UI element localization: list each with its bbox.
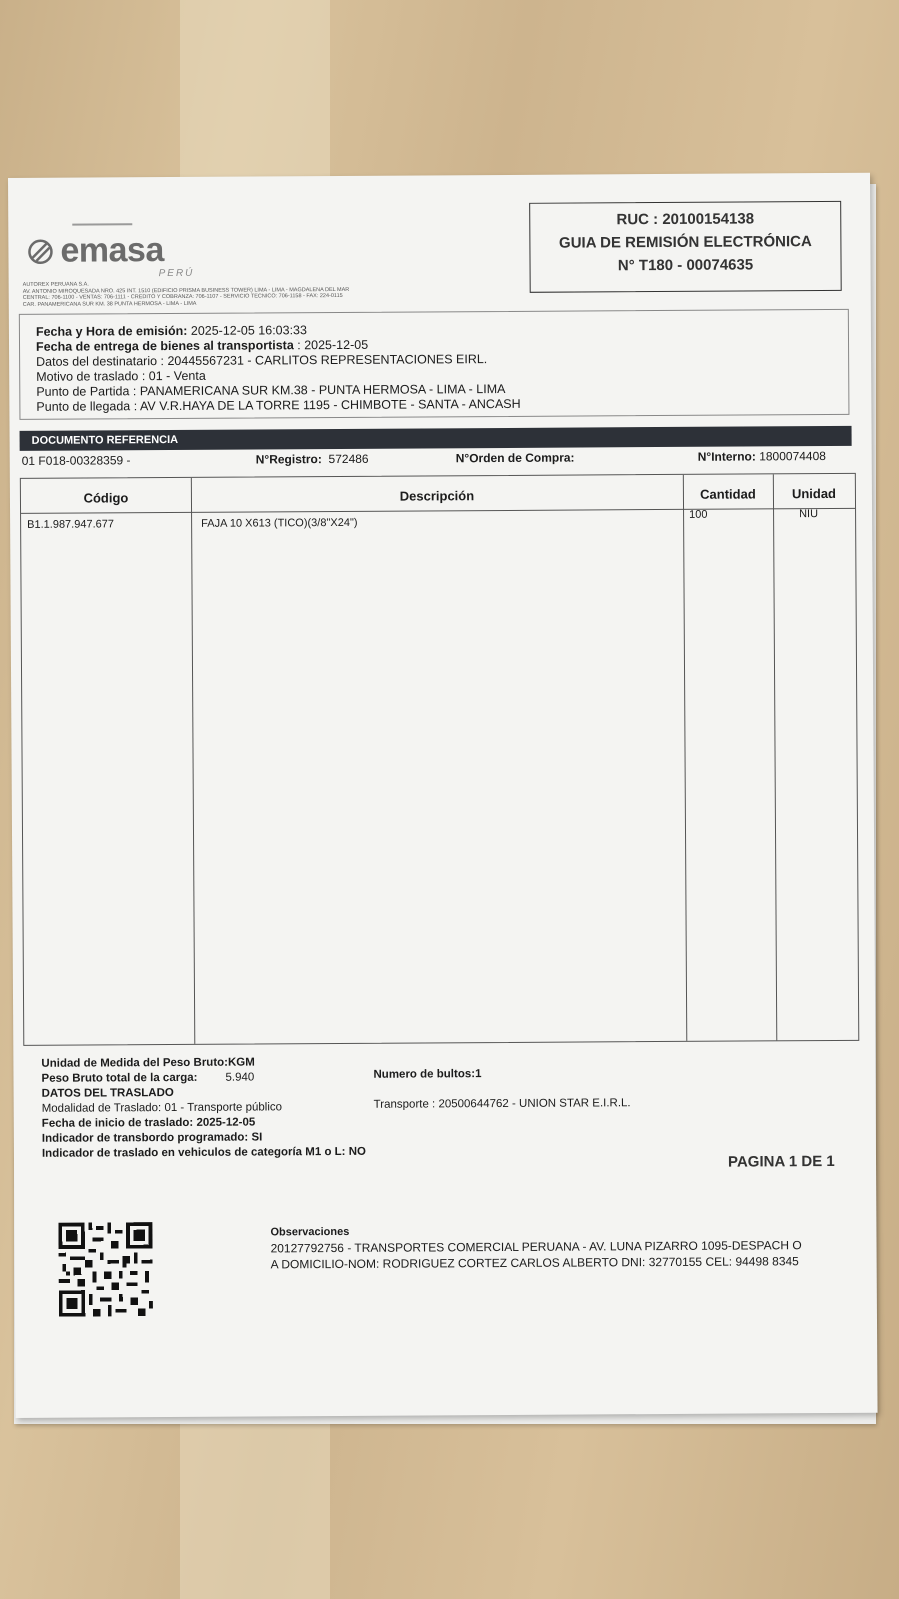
transporte: Transporte : 20500644762 - UNION STAR E.I.R.L. [373, 1097, 631, 1111]
shipment-info-box [19, 309, 850, 420]
cell-unidad: NIU [799, 508, 819, 521]
page-indicator: PAGINA 1 DE 1 [727, 1152, 835, 1171]
ruc-box [529, 201, 842, 293]
interno-field: N°Interno: 1800074408 [697, 449, 826, 464]
indicador-transbordo: Indicador de transbordo programado: SI [41, 1131, 263, 1145]
observaciones-text: 20127792756 - TRANSPORTES COMERCIAL PERUANA - AV. LUNA PIZARRO 1095-DESPACH O A DOMICILIO-NOM: RODRIGUEZ CORTEZ CARLOS ALBERTO DNI: 32770155 CEL: 94498 8345 [270, 1238, 802, 1272]
logo-accent-line [72, 223, 132, 225]
company-address [23, 279, 483, 308]
items-table [20, 473, 859, 1046]
tape-strip-left [180, 0, 330, 180]
address-line: CAR. PANAMERICANA SUR KM. 38 PUNTA HERMOSA - LIMA - LIMA [22, 300, 197, 308]
column-header-descripcion: Descripción [399, 488, 475, 504]
destinatario-row: Datos del destinatario : 20445567231 - CARLITOS REPRESENTACIONES EIRL. [36, 352, 488, 369]
guia-remision-document [8, 173, 878, 1418]
ruc-number: RUC : 20100154138 [616, 210, 755, 229]
emision-row: Fecha y Hora de emisión: 2025-12-05 16:03:33 [35, 323, 307, 339]
entrega-row: Fecha de entrega de bienes al transportista : 2025-12-05 [35, 337, 369, 354]
column-header-codigo: Código [83, 490, 129, 506]
peso-bruto-value: 5.940 [225, 1071, 255, 1084]
reference-document: 01 F018-00328359 - [21, 453, 131, 468]
column-header-cantidad: Cantidad [700, 486, 756, 502]
column-divider [773, 474, 777, 1040]
column-divider [191, 478, 195, 1044]
address-line: AUTOREX PERUANA S.A. [22, 281, 89, 288]
table-header-divider [21, 508, 855, 514]
column-header-unidad: Unidad [791, 485, 837, 502]
datos-traslado-title: DATOS DEL TRASLADO [41, 1087, 174, 1100]
tape-strip-bottom [180, 1420, 330, 1599]
cell-descripcion: FAJA 10 X613 (TICO)(3/8"X24") [201, 516, 358, 530]
logo-subtitle: PERÚ [158, 267, 195, 280]
peso-bruto-label: Peso Bruto total de la carga: [41, 1071, 198, 1085]
numero-bultos: Numero de bultos:1 [373, 1068, 482, 1081]
cell-cantidad: 100 [689, 508, 708, 521]
column-divider [683, 475, 687, 1041]
cell-codigo: B1.1.987.947.677 [27, 518, 115, 531]
observaciones-title: Observaciones [270, 1225, 350, 1239]
document-number: N° T180 - 00074635 [617, 256, 754, 275]
document-type: GUIA DE REMISIÓN ELECTRÓNICA [558, 233, 812, 252]
qr-code-icon [58, 1222, 153, 1317]
llegada-row: Punto de llegada : AV V.R.HAYA DE LA TORRE 1195 - CHIMBOTE - SANTA - ANCASH [36, 396, 521, 414]
indicador-categoria: Indicador de traslado en vehiculos de categoría M1 o L: NO [41, 1145, 366, 1160]
address-line: CENTRAL: 706-1100 - VENTAS: 706-1111 - CREDITO Y COBRANZA: 706-1107 - SERVICIO TECNICO: 706-1158 - FAX: 224-0115 [22, 292, 343, 301]
address-line: AV. ANTONIO MIROQUESADA NRO. 425 INT. 1510 (EDIFICIO PRISMA BUSINESS TOWER) LIMA - LIMA - MAGDALENA DEL MAR [22, 286, 350, 295]
motivo-row: Motivo de traslado : 01 - Venta [36, 368, 206, 384]
unidad-peso: Unidad de Medida del Peso Bruto:KGM [41, 1056, 255, 1070]
fecha-inicio-traslado: Fecha de inicio de traslado: 2025-12-05 [41, 1116, 256, 1130]
modalidad-traslado: Modalidad de Traslado: 01 - Transporte público [41, 1101, 283, 1115]
documento-referencia-bar: DOCUMENTO REFERENCIA [20, 426, 852, 451]
registro-field: N°Registro: 572486 [255, 451, 369, 467]
logo-text: emasa [60, 231, 164, 270]
orden-compra-label: N°Orden de Compra: [455, 450, 575, 466]
partida-row: Punto de Partida : PANAMERICANA SUR KM.38 - PUNTA HERMOSA - LIMA - LIMA [36, 381, 506, 399]
emasa-logo-icon [26, 238, 54, 266]
